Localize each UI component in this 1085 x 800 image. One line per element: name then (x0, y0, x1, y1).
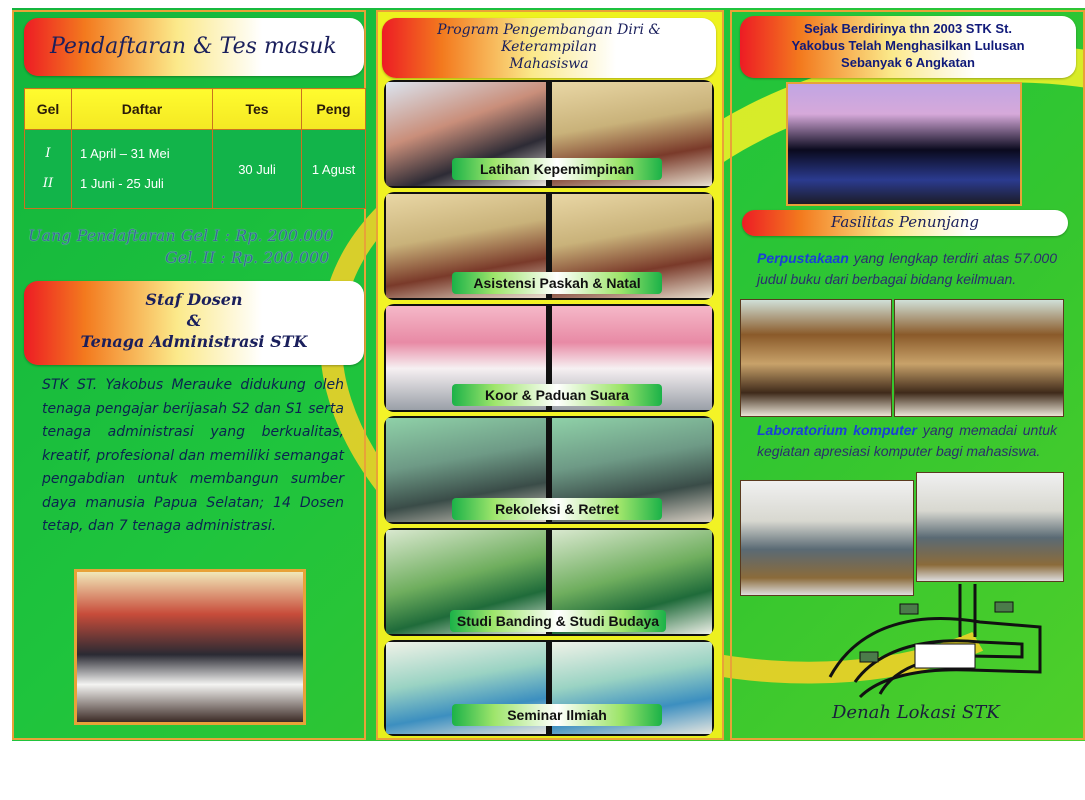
computer-lab-photo (916, 472, 1064, 582)
peng-cell: 1 Agust (302, 130, 366, 209)
activity-caption: Rekoleksi & Retret (452, 498, 662, 520)
library-text: yang lengkap terdiri atas 57.000 judul buku dari berbagai bidang keilmuan. (757, 250, 1057, 287)
fee-line-1: Uang Pendaftaran Gel I : Rp. 200.000 (28, 226, 334, 245)
activity-caption: Seminar Ilmiah (452, 704, 662, 726)
facilities-title: Fasilitas Penunjang (831, 213, 979, 231)
activity-caption: Koor & Paduan Suara (452, 384, 662, 406)
library-label: Perpustakaan (757, 250, 849, 266)
facilities-banner (742, 210, 1068, 236)
activity-block (384, 416, 714, 524)
staff-title-line: Staf Dosen (145, 290, 243, 309)
table-header: Daftar (72, 89, 213, 130)
registration-banner (24, 18, 364, 76)
table-header: Gel (25, 89, 72, 130)
staff-group-photo (74, 569, 306, 725)
fee-line-2: Gel. II : Rp. 200.000 (165, 248, 330, 267)
activity-block (384, 304, 714, 412)
registration-title: Pendaftaran & Tes masuk (50, 34, 337, 59)
activity-block (384, 80, 714, 188)
gel-cell (25, 130, 72, 209)
activity-caption: Asistensi Paskah & Natal (452, 272, 662, 294)
lab-description (757, 420, 1057, 462)
staff-title-line: Tenaga Administrasi STK (80, 332, 308, 351)
library-photo (740, 299, 892, 417)
gel-value: I (45, 146, 51, 161)
map-caption: Denah Lokasi STK (832, 702, 1000, 723)
gel-value: II (42, 176, 54, 191)
activity-caption: Studi Banding & Studi Budaya (450, 610, 666, 632)
activity-block (384, 640, 714, 736)
program-title-line: Program Pengembangan Diri & (437, 22, 661, 38)
registration-schedule-table (24, 88, 366, 209)
graduation-photo (786, 82, 1022, 206)
staff-description: STK ST. Yakobus Merauke didukung oleh tenaga pengajar berijasah S2 dan S1 serta tenaga administrasi yang berkualitas, kreatif, profesional dan memiliki semangat pengabdian untuk membangun sumber daya manusia Papua Selatan; 14 Dosen tetap, dan 7 tenaga administrasi. (42, 377, 344, 534)
staff-title-line: & (186, 311, 202, 330)
table-header: Tes (213, 89, 302, 130)
lab-text: yang memadai untuk kegiatan apresiasi komputer bagi mahasiswa. (757, 422, 1057, 459)
library-description (757, 248, 1057, 290)
brochure-sheet (12, 8, 1085, 741)
left-panel (12, 10, 366, 740)
daftar-value: 1 April – 31 Mei (80, 146, 170, 161)
daftar-value: 1 Juni - 25 Juli (80, 176, 164, 191)
staff-title (24, 289, 364, 352)
table-header: Peng (302, 89, 366, 130)
middle-panel (376, 10, 724, 740)
program-title-line: Keterampilan (501, 39, 597, 55)
program-banner (382, 18, 716, 78)
activity-block (384, 528, 714, 636)
program-title-line: Mahasiswa (509, 56, 589, 72)
graduates-text (740, 20, 1076, 71)
tes-cell: 30 Juli (213, 130, 302, 209)
daftar-cell (72, 130, 213, 209)
computer-lab-photo (740, 480, 914, 596)
location-map (800, 582, 1060, 702)
graduates-line: Sebanyak 6 Angkatan (841, 55, 975, 70)
library-photo (894, 299, 1064, 417)
staff-banner (24, 281, 364, 365)
graduates-line: Sejak Berdirinya thn 2003 STK St. (803, 21, 1013, 36)
graduates-line: Yakobus Telah Menghasilkan Lulusan (791, 38, 1025, 53)
activity-block (384, 192, 714, 300)
lab-label: Laboratorium komputer (757, 422, 917, 438)
graduates-banner (740, 16, 1076, 78)
program-title (382, 22, 716, 73)
activity-caption: Latihan Kepemimpinan (452, 158, 662, 180)
